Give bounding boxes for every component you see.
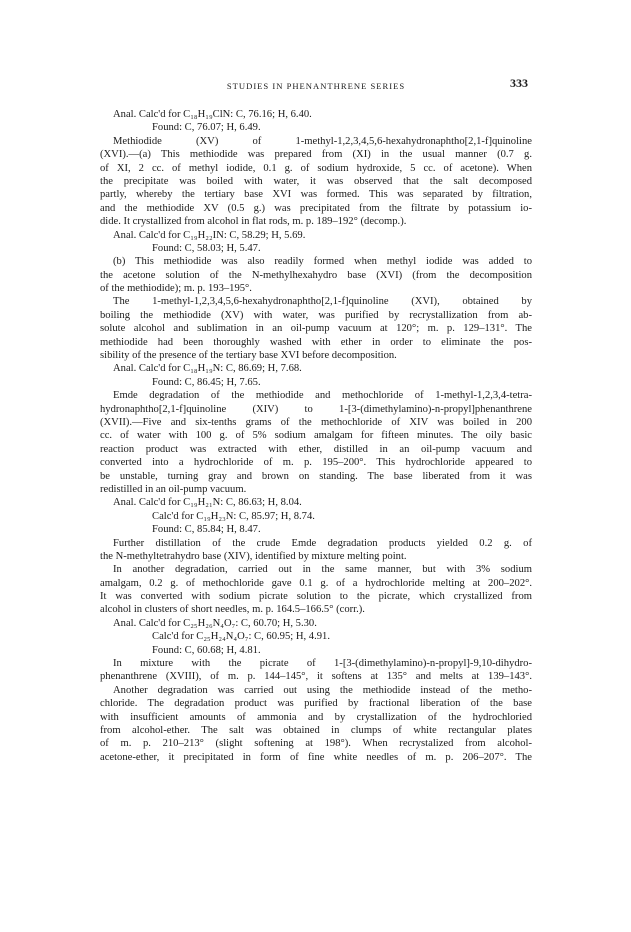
text-line: Emde degradation of the methiodide and methochloride of 1-methyl-1,2,3,4-tetra- (113, 390, 532, 402)
text-line: be unstable, turning gray and brown on standing. The base liberated from it was (100, 470, 532, 482)
text-line: methiodide had been thoroughly washed with ether in order to eliminate the pos- (100, 336, 532, 348)
text-line: Anal. Calc'd for C₁₈H₁₉N: C, 86.69; H, 7.68. (113, 363, 302, 375)
text-line: Found: C, 60.68; H, 4.81. (152, 644, 261, 656)
text-line: cc. of water with 100 g. of 5% sodium amalgam for fifteen minutes. The oily basic (100, 430, 532, 442)
text-line: hydronaphtho[2,1-f]quinoline (XIV) to 1-[3-(dimethylamino)-n-propyl]phenanthrene (100, 403, 532, 415)
text-line: amalgam, 0.2 g. of methochloride gave 0.1 g. of a hydrochloride melting at 200–202°. (100, 577, 532, 589)
text-line: phenanthrene (XVIII), of m. p. 144–145°, it softens at 135° and melts at 139–143°. (100, 671, 532, 683)
text-line: reaction product was extracted with ether, distilled in an oil-pump vacuum and (100, 443, 532, 455)
text-line: from alcohol-ether. The salt was obtained in clumps of white rectangular plates (100, 724, 532, 736)
text-line: Found: C, 76.07; H, 6.49. (152, 122, 261, 134)
text-line: The 1-methyl-1,2,3,4,5,6-hexahydronaphtho[2,1-f]quinoline (XVI), obtained by (113, 296, 532, 308)
body-text (100, 108, 532, 764)
text-line: solute alcohol and sublimation in an oil-pump vacuum at 120°; m. p. 129–131°. The (100, 323, 532, 335)
running-head: STUDIES IN PHENANTHRENE SERIES (226, 81, 406, 91)
text-line: Found: C, 85.84; H, 8.47. (152, 524, 261, 536)
text-line: partly, whereby the tertiary base XVI was formed. This was separated by filtration, (100, 189, 532, 201)
text-line: dide. It crystallized from alcohol in flat rods, m. p. 189–192° (decomp.). (100, 216, 407, 228)
text-line: Methiodide (XV) of 1-methyl-1,2,3,4,5,6-hexahydronaphtho[2,1-f]quinoline (113, 135, 532, 147)
text-line: the N-methyltetrahydro base (XIV), identified by mixture melting point. (100, 550, 407, 562)
text-line: redistilled in an oil-pump vacuum. (100, 483, 247, 495)
text-line: acetone-ether, it precipitated in form of fine white needles of m. p. 206–207°. The (100, 751, 532, 763)
text-line: Another degradation was carried out using the methiodide instead of the metho- (113, 684, 532, 696)
text-line: (b) This methiodide was also readily formed when methyl iodide was added to (113, 256, 532, 268)
text-line: of XI, 2 cc. of methyl iodide, 0.1 g. of sodium hydroxide, 5 cc. of acetone). When (100, 162, 532, 174)
text-line: alcohol in clusters of short needles, m. p. 164.5–166.5° (corr.). (100, 604, 365, 616)
text-line: (XVI).—(a) This methiodide was prepared from (XI) in the usual manner (0.7 g. (100, 149, 532, 161)
text-line: It was converted with sodium picrate solution to the picrate, which crystallized from (100, 591, 532, 603)
page-header (104, 77, 528, 93)
text-line: Found: C, 86.45; H, 7.65. (152, 376, 261, 388)
text-line: converted into a hydrochloride of m. p. 195–200°. This hydrochloride appeared to (100, 457, 532, 469)
text-line: (XVII).—Five and six-tenths grams of the methochloride of XIV was boiled in 200 (100, 416, 532, 428)
text-line: In mixture with the picrate of 1-[3-(dimethylamino)-n-propyl]-9,10-dihydro- (113, 658, 532, 670)
text-line: In another degradation, carried out in the same manner, but with 3% sodium (113, 564, 532, 576)
text-line: Further distillation of the crude Emde degradation products yielded 0.2 g. of (113, 537, 532, 549)
text-line: of the methiodide); m. p. 193–195°. (100, 283, 252, 295)
text-line: Anal. Calc'd for C₂₅H₂₆N₄O₇: C, 60.70; H, 5.30. (113, 617, 317, 629)
text-line: Found: C, 58.03; H, 5.47. (152, 242, 261, 254)
text-line: with insufficient amounts of ammonia and by crystallization of the hydrochlоried (100, 711, 532, 723)
text-line: the acetone solution of the N-methylhexahydro base (XVI) (from the decomposition (100, 269, 532, 281)
text-line: chloride. The degradation product was purified by fractional liberation of the base (100, 698, 532, 710)
text-line: boiling the methiodide (XV) with water, was purified by recrystallization from ab- (100, 309, 532, 321)
text-line: sibility of the presence of the tertiary base XVI before decomposition. (100, 350, 397, 362)
text-line: the precipitate was boiled with water, it was observed that the salt decomposed (100, 175, 532, 187)
text-line: Anal. Calc'd for C₁₉H₂₂IN: C, 58.29; H, 5.69. (113, 229, 306, 241)
text-line: Calc'd for C₁₉H₂₃N: C, 85.97; H, 8.74. (152, 510, 315, 522)
page-number: 333 (510, 76, 528, 90)
text-line: Anal. Calc'd for C₁₉H₂₁N: C, 86.63; H, 8.04. (113, 497, 302, 509)
text-line: and the methiodide XV (0.5 g.) was precipitated from the filtrate by potassium io- (100, 202, 532, 214)
text-line: Calc'd for C₂₅H₂₄N₄O₇: C, 60.95; H, 4.91. (152, 631, 330, 643)
text-line: Anal. Calc'd for C₁₈H₁₉ClN: C, 76.16; H, 6.40. (113, 109, 312, 120)
text-line: of m. p. 210–213° (slight softening at 198°). When recrystalized from alcohol- (100, 738, 532, 750)
